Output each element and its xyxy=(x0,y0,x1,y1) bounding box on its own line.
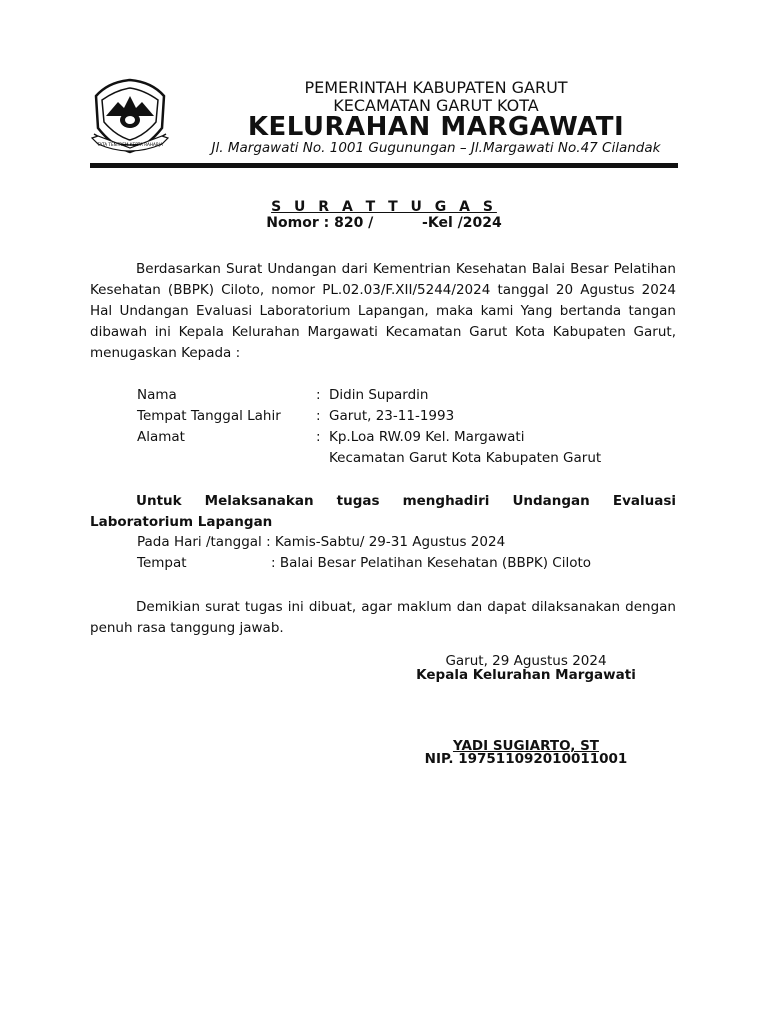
name-colon: : xyxy=(316,387,321,403)
birth-colon: : xyxy=(316,408,321,424)
purpose-paragraph: Untuk Melaksanakan tugas menghadiri Undangan Evaluasi Laboratorium Lapangan xyxy=(90,493,676,530)
office-address: Jl. Margawati No. 1001 Gugunungan – Jl.Margawati No.47 Cilandak xyxy=(211,140,661,156)
letter-number: Nomor : 820 / -Kel /2024 xyxy=(266,215,502,231)
signature-place-date: Garut, 29 Agustus 2024 xyxy=(445,653,607,669)
signatory-nip: NIP. 197511092010011001 xyxy=(424,751,628,767)
day-line: Pada Hari /tanggal : Kamis-Sabtu/ 29-31 Agustus 2024 xyxy=(137,534,506,550)
closing-paragraph: Demikian surat tugas ini dibuat, agar maklum dan dapat dilaksanakan dengan penuh rasa tanggung jawab. xyxy=(90,599,676,636)
place-label: Tempat xyxy=(137,555,187,571)
government-name: PEMERINTAH KABUPATEN GARUT xyxy=(304,78,568,97)
address-value-line-2: Kecamatan Garut Kota Kabupaten Garut xyxy=(329,450,602,466)
regency-logo xyxy=(88,76,172,154)
logo-motto: TATA TENTREM KERTA RAHARJA xyxy=(97,142,163,147)
signature-position: Kepala Kelurahan Margawati xyxy=(416,667,636,683)
place-value: : Balai Besar Pelatihan Kesehatan (BBPK) Ciloto xyxy=(271,555,592,571)
address-value-line-1: Kp.Loa RW.09 Kel. Margawati xyxy=(329,429,525,445)
signatory-name: YADI SUGIARTO, ST xyxy=(452,738,600,754)
birth-label: Tempat Tanggal Lahir xyxy=(137,408,281,424)
intro-paragraph: Berdasarkan Surat Undangan dari Kementrian Kesehatan Balai Besar Pelatihan Kesehatan (BBPK) Ciloto, nomor PL.02.03/F.XII/5244/2024 tanggal 20 Agustus 2024 Hal Undangan Evaluasi Laboratorium Lapangan, maka kami Yang bertanda tangan dibawah ini Kepala Kelurahan Margawati Kecamatan Garut Kota Kabupaten Garut, menugaskan Kepada : xyxy=(90,261,676,361)
birth-value: Garut, 23-11-1993 xyxy=(329,408,455,424)
address-colon: : xyxy=(316,429,321,445)
address-label: Alamat xyxy=(137,429,185,445)
letter-title: S U R A T T U G A S xyxy=(271,199,497,215)
district-name: KECAMATAN GARUT KOTA xyxy=(333,96,539,115)
name-label: Nama xyxy=(137,387,177,403)
village-name: KELURAHAN MARGAWATI xyxy=(247,112,625,142)
header-divider xyxy=(90,163,678,168)
name-value: Didin Supardin xyxy=(329,387,429,403)
